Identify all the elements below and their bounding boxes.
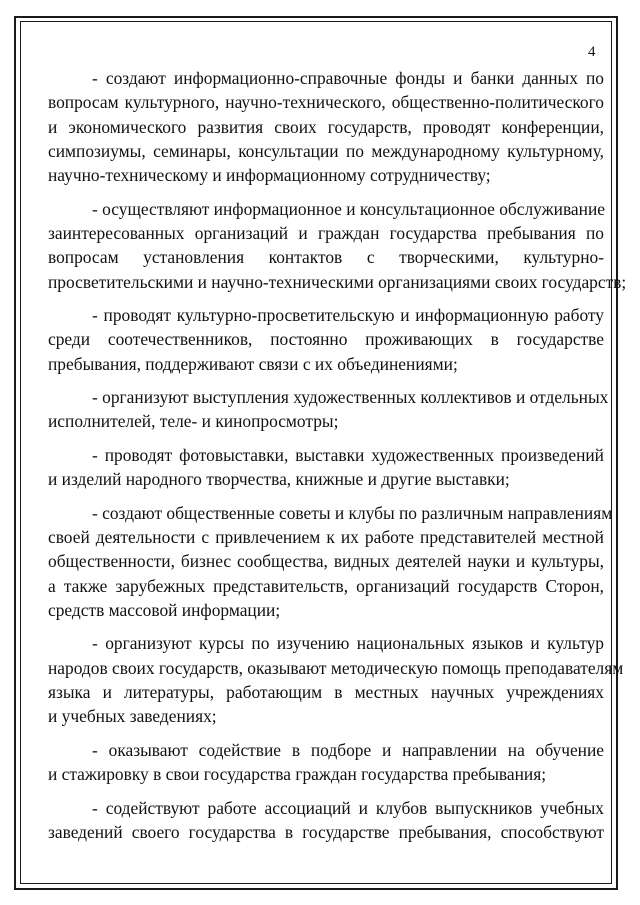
list-item-paragraph — [48, 443, 604, 492]
text-line: - организуют курсы по изучению национальных языков и культур — [92, 633, 604, 654]
list-item-paragraph — [48, 303, 604, 376]
text-line: - содействуют работе ассоциаций и клубов выпускников учебных — [92, 797, 604, 818]
list-item-paragraph — [48, 385, 609, 434]
text-line: среди соотечественников, постоянно проживающих в государстве — [48, 329, 604, 350]
text-line: пребывания, поддерживают связи с их объединениями; — [48, 353, 458, 374]
text-line: исполнителей, теле- и кинопросмотры; — [48, 411, 339, 432]
page-number: 4 — [588, 44, 596, 60]
text-line: языка и литературы, работающим в местных научных учреждениях — [48, 681, 604, 702]
text-line: - осуществляют информационное и консультационное обслуживание — [92, 198, 605, 219]
text-line: симпозиумы, семинары, консультации по международному культурному, — [48, 140, 604, 161]
text-line: - оказывают содействие в подборе и направлении на обучение — [92, 739, 604, 760]
text-line: - проводят культурно-просветительскую и информационную работу — [92, 305, 604, 326]
text-line: заинтересованных организаций и граждан государства пребывания по — [48, 222, 604, 243]
text-line: - создают общественные советы и клубы по различным направлениям — [92, 502, 613, 523]
text-line: научно-техническому и информационному сотрудничеству; — [48, 165, 491, 186]
text-line: и изделий народного творчества, книжные и другие выставки; — [48, 469, 510, 490]
text-line: просветительскими и научно-техническими организациями своих государств; — [48, 271, 627, 292]
text-line: и стажировку в свои государства граждан государства пребывания; — [48, 764, 547, 785]
text-line: а также зарубежных представительств, организаций государств Сторон, — [48, 575, 604, 596]
text-line: народов своих государств, оказывают методическую помощь преподавателям — [48, 657, 624, 678]
text-line: своей деятельности с привлечением к их работе представителей местной — [48, 526, 604, 547]
list-item-paragraph — [48, 631, 624, 728]
list-item-paragraph — [48, 197, 627, 294]
text-line: вопросам культурного, научно-технического, общественно-политического — [48, 92, 604, 113]
text-line: - организуют выступления художественных коллективов и отдельных — [92, 387, 609, 408]
text-line: и учебных заведениях; — [48, 706, 217, 727]
text-line: вопросам установления контактов с творческими, культурно- — [48, 247, 604, 268]
list-item-paragraph — [48, 66, 604, 187]
text-line: - проводят фотовыставки, выставки художественных произведений — [92, 444, 604, 465]
list-item-paragraph — [48, 738, 604, 787]
text-line: средств массовой информации; — [48, 599, 281, 620]
list-item-paragraph — [48, 501, 613, 622]
text-line: общественности, бизнес сообщества, видных деятелей науки и культуры, — [48, 551, 604, 572]
text-line: - создают информационно-справочные фонды и банки данных по — [92, 68, 604, 88]
document-body — [48, 66, 627, 853]
text-line: заведений своего государства в государстве пребывания, способствуют — [48, 821, 604, 842]
list-item-paragraph — [48, 796, 604, 845]
text-line: и экономического развития своих государств, проводят конференции, — [48, 116, 604, 137]
